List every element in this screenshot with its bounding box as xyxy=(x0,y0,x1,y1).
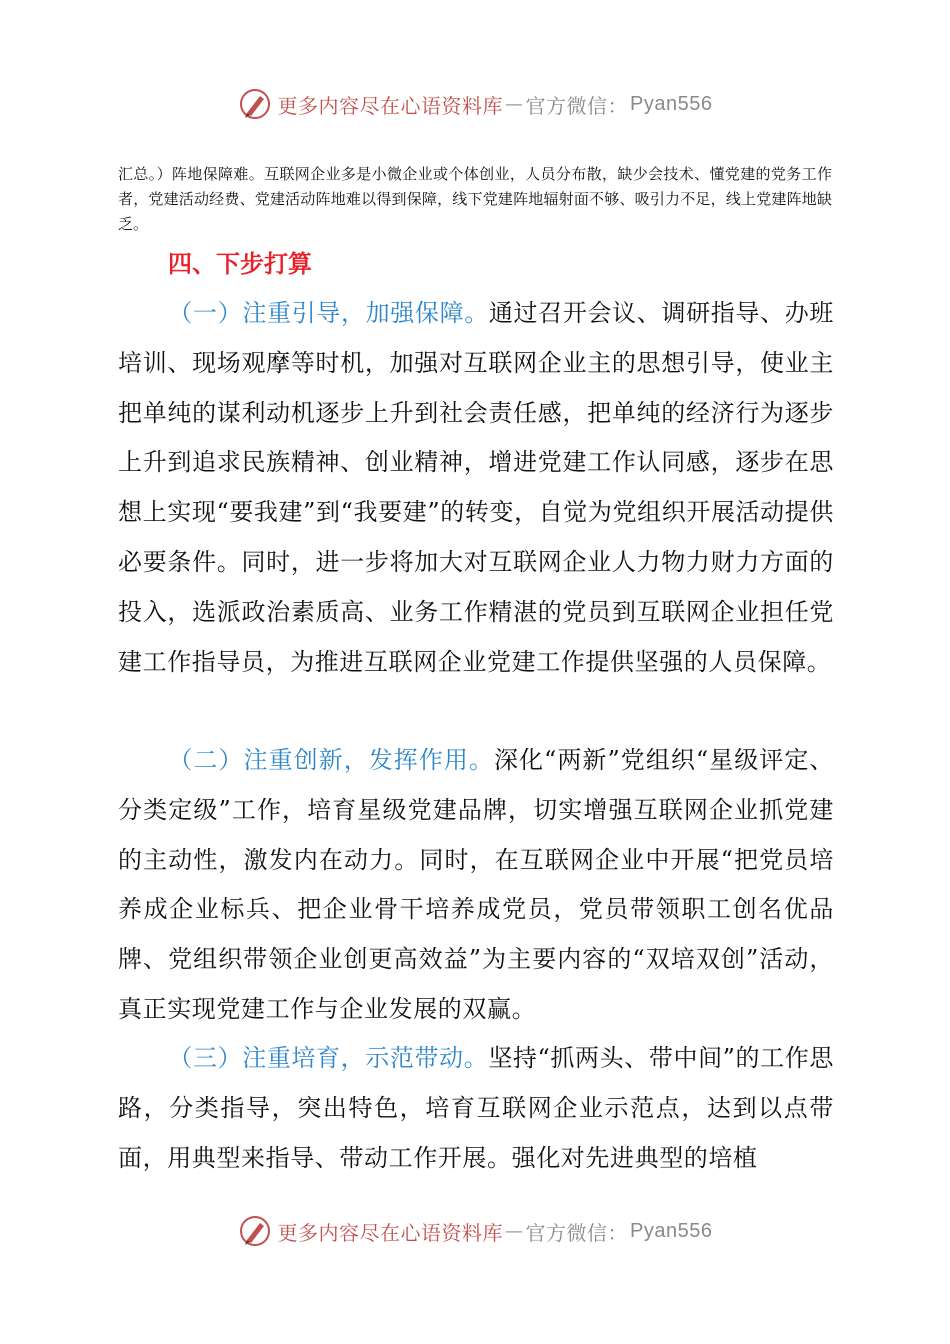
watermark-text: 更多内容尽在心语资料库 xyxy=(277,1220,504,1245)
paragraph-3-body: 坚持“抓两头、带中间”的工作思路，分类指导，突出特色，培育互联网企业示范点，达到以点带面，用典型来指导、带动工作开展。强化对先进典型的培植 xyxy=(118,1044,834,1172)
paragraph-2-lead: （二）注重创新，发挥作用。 xyxy=(168,746,494,774)
watermark-text: 更多内容尽在心语资料库 xyxy=(277,93,504,118)
pen-logo-icon xyxy=(238,1214,272,1248)
watermark-wechat-id: Pyan556 xyxy=(630,92,713,115)
header-watermark xyxy=(0,84,950,124)
section-heading: 四、下步打算 xyxy=(168,250,312,278)
watermark-separator: — xyxy=(505,1220,524,1242)
watermark-wechat-label: 官方微信： xyxy=(525,1220,629,1245)
intro-paragraph: 汇总。）阵地保障难。互联网企业多是小微企业或个体创业，人员分布散，缺少会技术、懂党建的党务工作者，党建活动经费、党建活动阵地难以得到保障，线下党建阵地辐射面不够、吸引力不足，线上党建阵地缺乏。 xyxy=(118,165,832,233)
paragraph-1-lead: （一）注重引导，加强保障。 xyxy=(168,299,489,327)
paragraph-2 xyxy=(118,736,834,1035)
footer-watermark xyxy=(0,1211,950,1251)
paragraph-3-lead: （三）注重培育，示范带动。 xyxy=(168,1044,489,1072)
paragraph-1 xyxy=(118,289,834,687)
watermark-separator: — xyxy=(505,93,524,115)
pen-logo-icon xyxy=(238,87,272,121)
watermark-wechat-label: 官方微信： xyxy=(525,93,629,118)
paragraph-2-body: 深化“两新”党组织“星级评定、分类定级”工作，培育星级党建品牌，切实增强互联网企业抓党建的主动性，激发内在动力。同时，在互联网企业中开展“把党员培养成企业标兵、把企业骨干培养成党员，党员带领职工创名优品牌、党组织带领企业创更高效益”为主要内容的“双培双创”活动，真正实现党建工作与企业发展的双赢。 xyxy=(118,746,834,1023)
paragraph-3 xyxy=(118,1034,834,1183)
paragraph-1-body: 通过召开会议、调研指导、办班培训、现场观摩等时机，加强对互联网企业主的思想引导，使业主把单纯的谋利动机逐步上升到社会责任感，把单纯的经济行为逐步上升到追求民族精神、创业精神，增进党建工作认同感，逐步在思想上实现“要我建”到“我要建”的转变，自觉为党组织开展活动提供必要条件。同时，进一步将加大对互联网企业人力物力财力方面的投入，选派政治素质高、业务工作精湛的党员到互联网企业担任党建工作指导员，为推进互联网企业党建工作提供坚强的人员保障。 xyxy=(118,299,834,676)
watermark-wechat-id: Pyan556 xyxy=(630,1219,713,1242)
